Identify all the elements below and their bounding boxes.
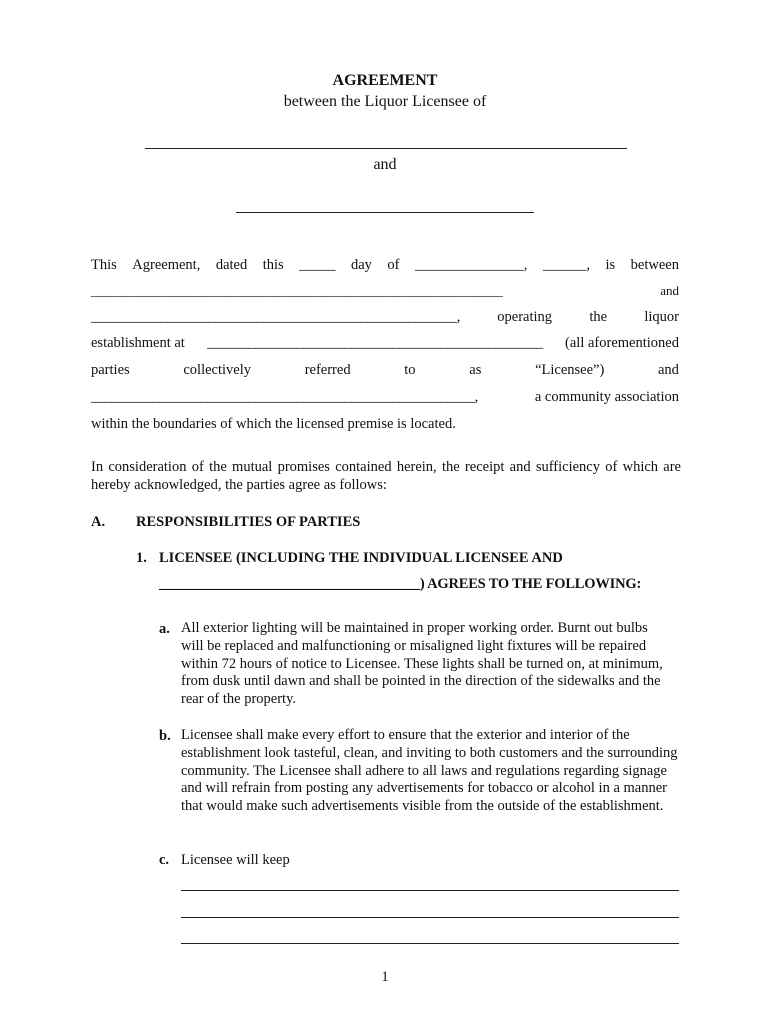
intro-line-7: within the boundaries of which the licensed premise is located. <box>91 416 456 432</box>
intro-word: between <box>630 257 679 273</box>
sub-c-blank-line <box>181 890 679 891</box>
intro-word: liquor <box>644 309 679 325</box>
page-number: 1 <box>381 969 389 985</box>
sub-c-letter: c. <box>159 852 170 868</box>
document-title: AGREEMENT <box>332 72 438 89</box>
intro-word: operating <box>497 309 553 325</box>
sub-b-paragraph: Licensee shall make every effort to ensure that the exterior and interior of the establishment look tasteful, clean, and inviting to both customers and the surrounding community. The Licensee shall adhere to all laws and regulations regarding signage and will refrain from posting any advertisements for tobacco or alcohol in a manner that would make such advertisements visible from the outside of the establishment. <box>181 727 678 815</box>
sub-b-letter: b. <box>159 728 171 744</box>
intro-word: and <box>660 283 679 298</box>
intro-word: the <box>589 309 608 325</box>
document-subtitle: between the Liquor Licensee of <box>283 93 487 110</box>
licensee-name-blank <box>145 148 627 149</box>
sub-a-letter: a. <box>159 621 170 637</box>
sub-a-paragraph: All exterior lighting will be maintained in proper working order. Burnt out bulbs will be replaced and malfunctioning or misaligned light fixtures will be repaired within 72 hours of notice to Licensee. These lights shall be turned on, at minimum, from dusk until dawn and shall be pointed in the direction of the sidewalks and the rear of the property. <box>181 620 663 708</box>
intro-word: parties <box>91 362 130 378</box>
and-word: and <box>373 156 397 173</box>
address-blank: _________________________________________________ <box>207 335 543 351</box>
intro-line-3 <box>91 308 679 326</box>
intro-word: dated <box>215 257 248 273</box>
intro-word: referred <box>304 362 351 378</box>
intro-word: of <box>387 257 400 273</box>
intro-line-4 <box>91 334 679 352</box>
intro-word: a community association <box>534 389 679 405</box>
party-blank: _____________________________________________________, <box>91 309 460 325</box>
intro-word: “Licensee”) <box>535 362 605 378</box>
item-1-number: 1. <box>136 550 147 566</box>
year-blank: ______, <box>542 257 590 273</box>
party-blank: ____________________________________________________________________ <box>91 283 503 298</box>
intro-word: establishment at <box>91 335 185 351</box>
association-name-blank <box>236 212 534 213</box>
intro-line-1 <box>91 256 679 274</box>
intro-word: (all aforementioned <box>565 335 679 351</box>
intro-word: Agreement, <box>132 257 201 273</box>
intro-line-6 <box>91 388 679 406</box>
sub-c-text: Licensee will keep <box>181 852 290 868</box>
item-1-heading: LICENSEE (INCLUDING THE INDIVIDUAL LICENSEE AND <box>159 550 563 566</box>
intro-line-5 <box>91 361 679 379</box>
intro-word: as <box>469 362 482 378</box>
day-blank: _____ <box>299 257 336 273</box>
sub-c-blank-line <box>181 917 679 918</box>
section-a-heading: RESPONSIBILITIES OF PARTIES <box>136 514 361 530</box>
intro-word: is <box>605 257 616 273</box>
intro-line-2 <box>91 282 679 300</box>
section-a-letter: A. <box>91 514 106 530</box>
intro-word: to <box>404 362 416 378</box>
item-1-heading-line-2: _____________________________________) AGREES TO THE FOLLOWING: <box>159 576 642 592</box>
sub-c-blank-line <box>181 943 679 944</box>
association-blank: ________________________________________________________, <box>91 389 478 405</box>
month-blank: _______________, <box>414 257 528 273</box>
intro-word: day <box>350 257 372 273</box>
intro-word: This <box>91 257 117 273</box>
intro-word: and <box>658 362 679 378</box>
intro-word: this <box>262 257 284 273</box>
intro-word: collectively <box>183 362 251 378</box>
consideration-paragraph: In consideration of the mutual promises contained herein, the receipt and sufficiency of which are hereby acknowledged, the parties agree as follows: <box>91 459 681 493</box>
